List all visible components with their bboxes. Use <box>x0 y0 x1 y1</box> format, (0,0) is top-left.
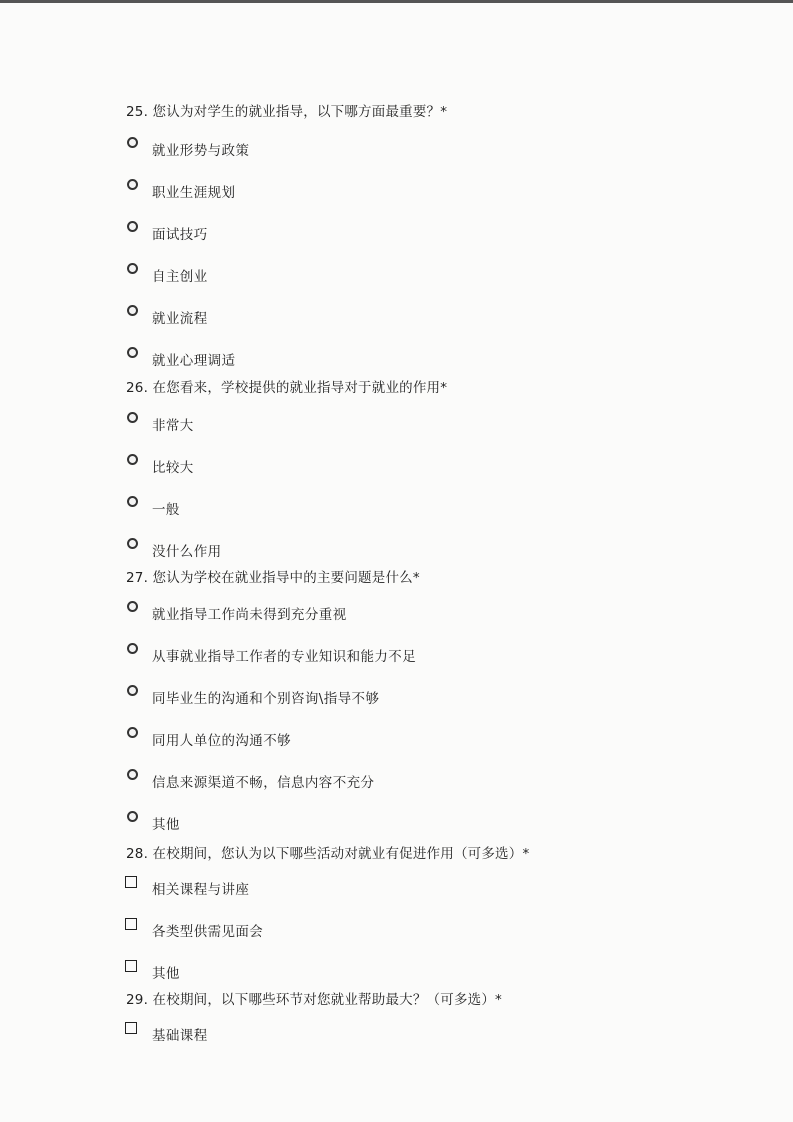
option-q25-4[interactable] <box>127 263 727 289</box>
checkbox[interactable] <box>125 1022 137 1034</box>
radio-button[interactable] <box>127 601 138 612</box>
option-q26-3[interactable] <box>127 496 727 522</box>
option-q26-1[interactable] <box>127 412 727 438</box>
radio-button[interactable] <box>127 769 138 780</box>
question-28-title: 28. 在校期间，您认为以下哪些活动对就业有促进作用（可多选）* <box>126 846 530 862</box>
radio-button[interactable] <box>127 179 138 190</box>
option-label: 就业形势与政策 <box>152 143 250 159</box>
option-label: 信息来源渠道不畅，信息内容不充分 <box>152 775 375 791</box>
option-q25-6[interactable] <box>127 347 727 373</box>
option-q25-5[interactable] <box>127 305 727 331</box>
option-q27-5[interactable] <box>127 769 727 795</box>
radio-button[interactable] <box>127 496 138 507</box>
radio-button[interactable] <box>127 727 138 738</box>
option-label: 从事就业指导工作者的专业知识和能力不足 <box>152 649 417 665</box>
question-25-title: 25. 您认为对学生的就业指导，以下哪方面最重要？* <box>126 104 448 120</box>
option-q27-6[interactable] <box>127 811 727 837</box>
option-label: 一般 <box>152 502 180 518</box>
radio-button[interactable] <box>127 454 138 465</box>
option-label: 其他 <box>152 966 180 982</box>
checkbox[interactable] <box>125 960 137 972</box>
radio-button[interactable] <box>127 305 138 316</box>
option-label: 自主创业 <box>152 269 208 285</box>
option-label: 没什么作用 <box>152 544 222 560</box>
radio-button[interactable] <box>127 811 138 822</box>
checkbox[interactable] <box>125 918 137 930</box>
radio-button[interactable] <box>127 685 138 696</box>
option-label: 基础课程 <box>152 1028 208 1044</box>
option-q27-4[interactable] <box>127 727 727 753</box>
radio-button[interactable] <box>127 538 138 549</box>
option-q27-2[interactable] <box>127 643 727 669</box>
option-label: 比较大 <box>152 460 194 476</box>
scan-edge <box>0 0 793 3</box>
option-q26-4[interactable] <box>127 538 727 564</box>
question-27-title: 27. 您认为学校在就业指导中的主要问题是什么* <box>126 570 420 586</box>
option-label: 各类型供需见面会 <box>152 924 264 940</box>
radio-button[interactable] <box>127 412 138 423</box>
option-label: 非常大 <box>152 418 194 434</box>
option-q28-2[interactable] <box>127 918 727 944</box>
radio-button[interactable] <box>127 643 138 654</box>
radio-button[interactable] <box>127 137 138 148</box>
option-label: 就业心理调适 <box>152 353 236 369</box>
radio-button[interactable] <box>127 221 138 232</box>
radio-button[interactable] <box>127 263 138 274</box>
option-q29-1[interactable] <box>127 1022 727 1048</box>
option-label: 就业流程 <box>152 311 208 327</box>
checkbox[interactable] <box>125 876 137 888</box>
option-label: 同用人单位的沟通不够 <box>152 733 291 749</box>
option-q27-3[interactable] <box>127 685 727 711</box>
option-q25-1[interactable] <box>127 137 727 163</box>
option-label: 同毕业生的沟通和个别咨询\指导不够 <box>152 691 380 707</box>
option-label: 相关课程与讲座 <box>152 882 250 898</box>
question-26-title: 26. 在您看来，学校提供的就业指导对于就业的作用* <box>126 380 448 396</box>
option-label: 就业指导工作尚未得到充分重视 <box>152 607 347 623</box>
option-q28-3[interactable] <box>127 960 727 986</box>
option-q27-1[interactable] <box>127 601 727 627</box>
option-q28-1[interactable] <box>127 876 727 902</box>
radio-button[interactable] <box>127 347 138 358</box>
option-q25-3[interactable] <box>127 221 727 247</box>
option-label: 其他 <box>152 817 180 833</box>
option-label: 职业生涯规划 <box>152 185 236 201</box>
question-29-title: 29. 在校期间，以下哪些环节对您就业帮助最大？（可多选）* <box>126 992 503 1008</box>
option-label: 面试技巧 <box>152 227 208 243</box>
option-q26-2[interactable] <box>127 454 727 480</box>
option-q25-2[interactable] <box>127 179 727 205</box>
